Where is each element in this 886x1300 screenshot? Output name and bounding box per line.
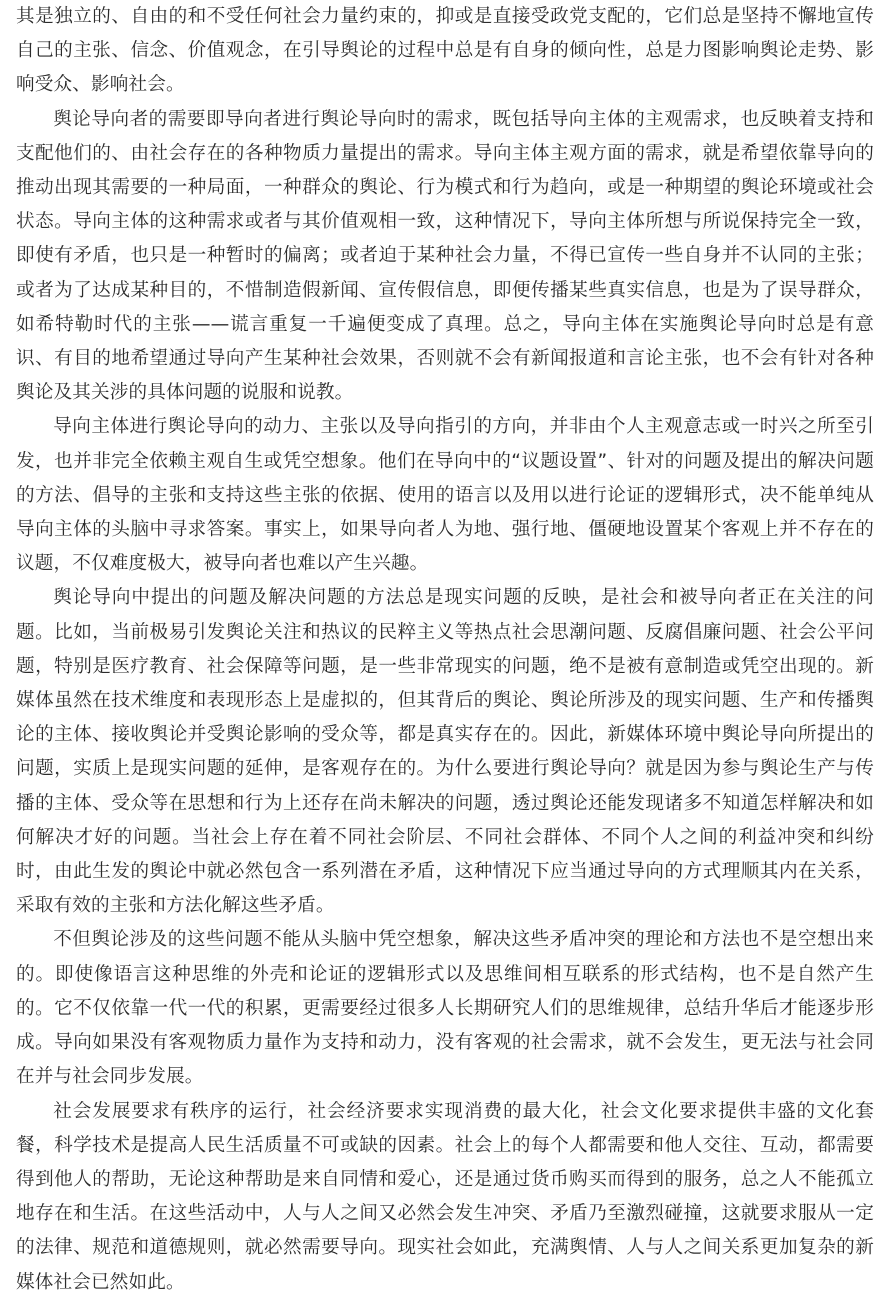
paragraph-real-problems: 舆论导向中提出的问题及解决问题的方法总是现实问题的反映，是社会和被导向者正在关注的问题。比如，当前极易引发舆论关注和热议的民粹主义等热点社会思潮问题、反腐倡廉问题、社会公平问题，特别是医疗教育、社会保障等问题，是一些非常现实的问题，绝不是被有意制造或凭空出现的。新媒体虽然在技术维度和表现形态上是虚拟的，但其背后的舆论、舆论所涉及的现实问题、生产和传播舆论的主体、接收舆论并受舆论影响的受众等，都是真实存在的。因此，新媒体环境中舆论导向所提出的问题，实质上是现实问题的延伸，是客观存在的。为什么要进行舆论导向？就是因为参与舆论生产与传播的主体、受众等在思想和行为上还存在尚未解决的问题，透过舆论还能发现诸多不知道怎样解决和如何解决才好的问题。当社会上存在着不同社会阶层、不同社会群体、不同个人之间的利益冲突和纠纷时，由此生发的舆论中就必然包含一系列潜在矛盾，这种情况下应当通过导向的方式理顺其内在关系，采取有效的主张和方法化解这些矛盾。 — [16, 587, 874, 917]
paragraph-guide-needs: 舆论导向者的需要即导向者进行舆论导向时的需求，既包括导向主体的主观需求，也反映着支持和支配他们的、由社会存在的各种物质力量提出的需求。导向主体主观方面的需求，就是希望依靠导向的推动出现其需要的一种局面，一种群众的舆论、行为模式和行为趋向，或是一种期望的舆论环境或社会状态。导向主体的这种需求或者与其价值观相一致，这种情况下，导向主体所想与所说保持完全一致，即使有矛盾，也只是一种暂时的偏离；或者迫于某种社会力量，不得已宣传一些自身并不认同的主张；或者为了达成某种目的，不惜制造假新闻、宣传假信息，即便传播某些真实信息，也是为了误导群众，如希特勒时代的主张——谎言重复一千遍便变成了真理。总之，导向主体在实施舆论导向时总是有意识、有目的地希望通过导向产生某种社会效果，否则就不会有新闻报道和言论主张，也不会有针对各种舆论及其关涉的具体问题的说服和说教。 — [16, 108, 874, 404]
paragraph-social-development: 社会发展要求有秩序的运行，社会经济要求实现消费的最大化，社会文化要求提供丰盛的文化套餐，科学技术是提高人民生活质量不可或缺的因素。社会上的每个人都需要和他人交往、互动，都需要得到他人的帮助，无论这种帮助是来自同情和爱心，还是通过货币购买而得到的服务，总之人不能孤立地存在和生活。在这些活动中，人与人之间又必然会发生冲突、矛盾乃至激烈碰撞，这就要求服从一定的法律、规范和道德规则，就必然需要导向。现实社会如此，充满舆情、人与人之间关系更加复杂的新媒体社会已然如此。 — [16, 1100, 874, 1293]
paragraph-theory-methods: 不但舆论涉及的这些问题不能从头脑中凭空想象，解决这些矛盾冲突的理论和方法也不是空想出来的。即使像语言这种思维的外壳和论证的逻辑形式以及思维间相互联系的形式结构，也不是自然产生的。它不仅依靠一代一代的积累，更需要经过很多人长期研究人们的思维规律，总结升华后才能逐步形成。导向如果没有客观物质力量作为支持和动力，没有客观的社会需求，就不会发生，更无法与社会同在并与社会同步发展。 — [16, 929, 874, 1088]
paragraph-continuation: 其是独立的、自由的和不受任何社会力量约束的，抑或是直接受政党支配的，它们总是坚持不懈地宣传自己的主张、信念、价值观念，在引导舆论的过程中总是有自身的倾向性，总是力图影响舆论走势、影响受众、影响社会。 — [16, 6, 874, 96]
paragraph-guide-motivation: 导向主体进行舆论导向的动力、主张以及导向指引的方向，并非由个人主观意志或一时兴之所至引发，也并非完全依赖主观自生或凭空想象。他们在导向中的“议题设置”、针对的问题及提出的解决问题的方法、倡导的主张和支持这些主张的依据、使用的语言以及用以进行论证的逻辑形式，决不能单纯从导向主体的头脑中寻求答案。事实上，如果导向者人为地、强行地、僵硬地设置某个客观上并不存在的议题，不仅难度极大，被导向者也难以产生兴趣。 — [16, 416, 874, 575]
